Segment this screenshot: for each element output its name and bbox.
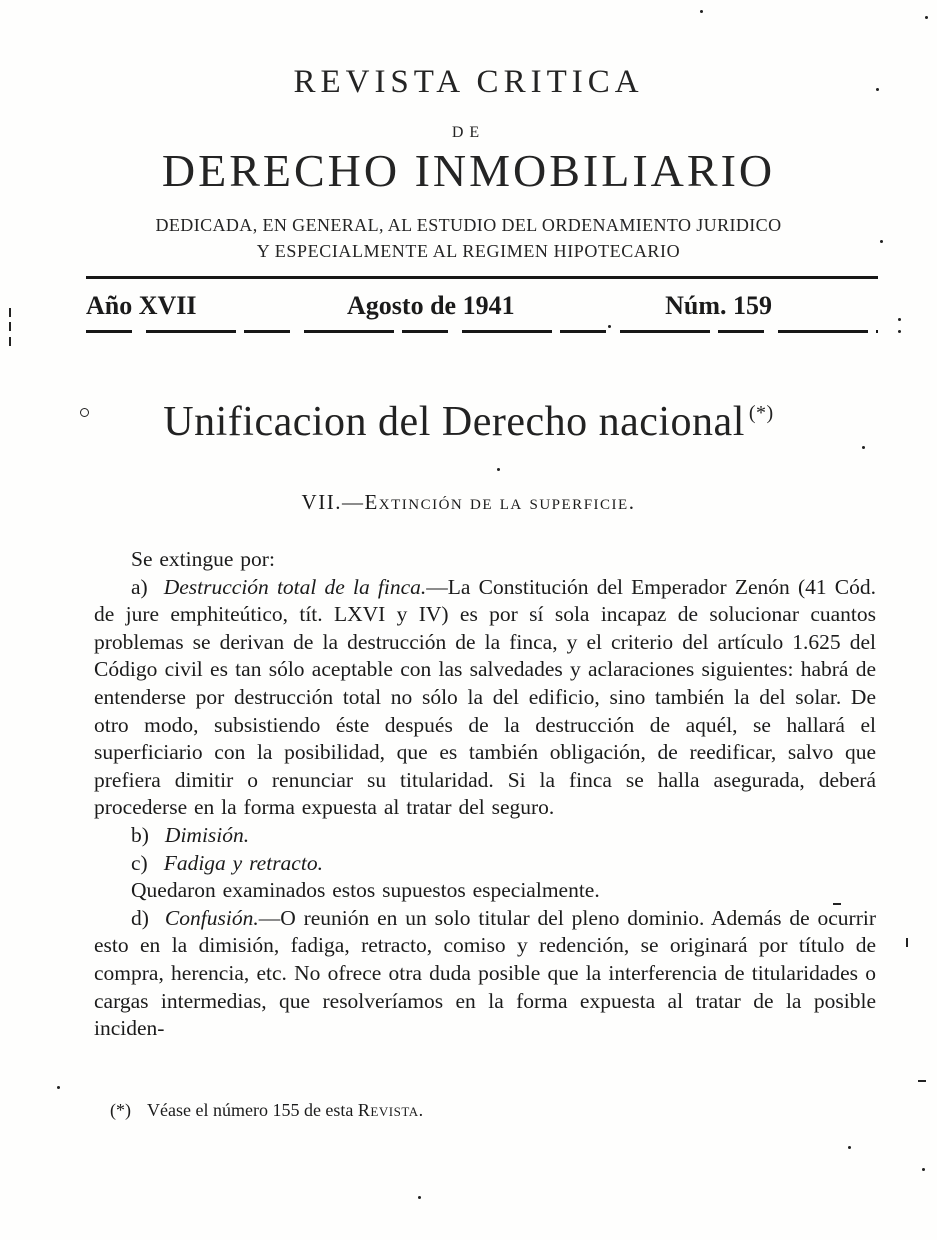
scan-speckle [918,1080,926,1082]
footnote-text: Véase el número 155 de esta [147,1100,358,1120]
paragraph-c [94,850,876,878]
list-label: b) [131,822,149,847]
scan-speckle [497,468,500,471]
scan-speckle [700,10,703,13]
scan-speckle [876,88,879,91]
paragraph-text: Quedaron examinados estos supuestos especialmente. [131,878,600,903]
scan-speckle [922,1168,925,1171]
scan-speckle [57,1086,60,1089]
scan-speckle [9,308,11,317]
scan-speckle [862,446,865,449]
term-italic: Destrucción total de la finca. [163,574,427,599]
list-label: c) [131,850,148,875]
scan-speckle [898,330,901,333]
issue-year: Año XVII [86,291,197,320]
journal-title-connector: DE [451,124,486,141]
scan-speckle [9,322,11,331]
section-heading: VII.—Extinción de la superficie. [301,490,636,514]
paragraph-text: —O reunión en un solo titular del pleno dominio. Además de ocurrir esto en la dimisión, fadiga, retracto, comiso y redención, se originará por título de compra, herencia, etc. No ofrece otra duda posible que la interferencia de titularidades o cargas intermedias, que resolveríamos en la forma expuesta al tratar de la posible inciden- [94,905,876,1041]
scan-speckle [9,337,11,346]
list-label: a) [131,574,148,599]
term-italic: Dimisión. [164,822,250,847]
journal-title-line1: REVISTA CRITICA [293,64,644,100]
scan-speckle [880,240,883,243]
issue-number: Núm. 159 [665,291,772,320]
scan-speckle [608,325,611,328]
issue-info-bar [86,276,878,321]
term-italic: Fadiga y retracto. [163,850,323,875]
scan-speckle [418,1196,421,1199]
journal-title-line2: DERECHO INMOBILIARIO [161,145,776,196]
scan-speckle [906,938,908,947]
issue-date: Agosto de 1941 [347,291,515,320]
scan-speckle [925,16,928,19]
scan-speckle [898,318,901,321]
list-label: d) [131,905,149,930]
scan-speckle [833,903,841,905]
paragraph-b [94,822,876,850]
paragraph-intro [94,546,876,574]
journal-subtitle-line1: DEDICADA, EN GENERAL, AL ESTUDIO DEL ORDENAMIENTO JURIDICO [155,215,782,235]
paragraph-summary [94,877,876,905]
footnote [110,1100,424,1121]
journal-subtitle-line2: Y ESPECIALMENTE AL REGIMEN HIPOTECARIO [256,241,681,261]
footnote-journal-name: Revista. [357,1100,424,1120]
article-body [94,546,876,1043]
paragraph-text: —La Constitución del Emperador Zenón (41 Cód. de jure emphiteútico, tít. LXVI y IV) es por sí sola incapaz de solucionar cuantos problemas se derivan de la destrucción de la finca, y el criterio del artículo 1.625 del Código civil es tan sólo aceptable con las salvedades y aclaraciones siguientes: habrá de entenderse por destrucción total no sólo la del edificio, sino también la del solar. De otro modo, subsistiendo éste después de la destrucción de aquél, se hallará el superficiario con la posibilidad, que es también obligación, de reedificar, salvo que prefiera dimitir o renunciar su titularidad. Si la finca se halla asegurada, deberá procederse en la forma expuesta al tratar del seguro. [94,574,876,820]
scan-speckle [848,1146,851,1149]
footnote-mark: (*) [110,1100,131,1120]
paragraph-a [94,574,876,822]
paragraph-d [94,905,876,1043]
title-footnote-mark: (*) [748,402,774,424]
scan-speckle [80,408,89,417]
paragraph-text: Se extingue por: [131,547,275,571]
article-title [0,398,937,446]
term-italic: Confusión. [164,905,259,930]
article-title-text: Unificacion del Derecho nacional [163,399,745,445]
issue-bar-bottom-rule [86,330,878,333]
